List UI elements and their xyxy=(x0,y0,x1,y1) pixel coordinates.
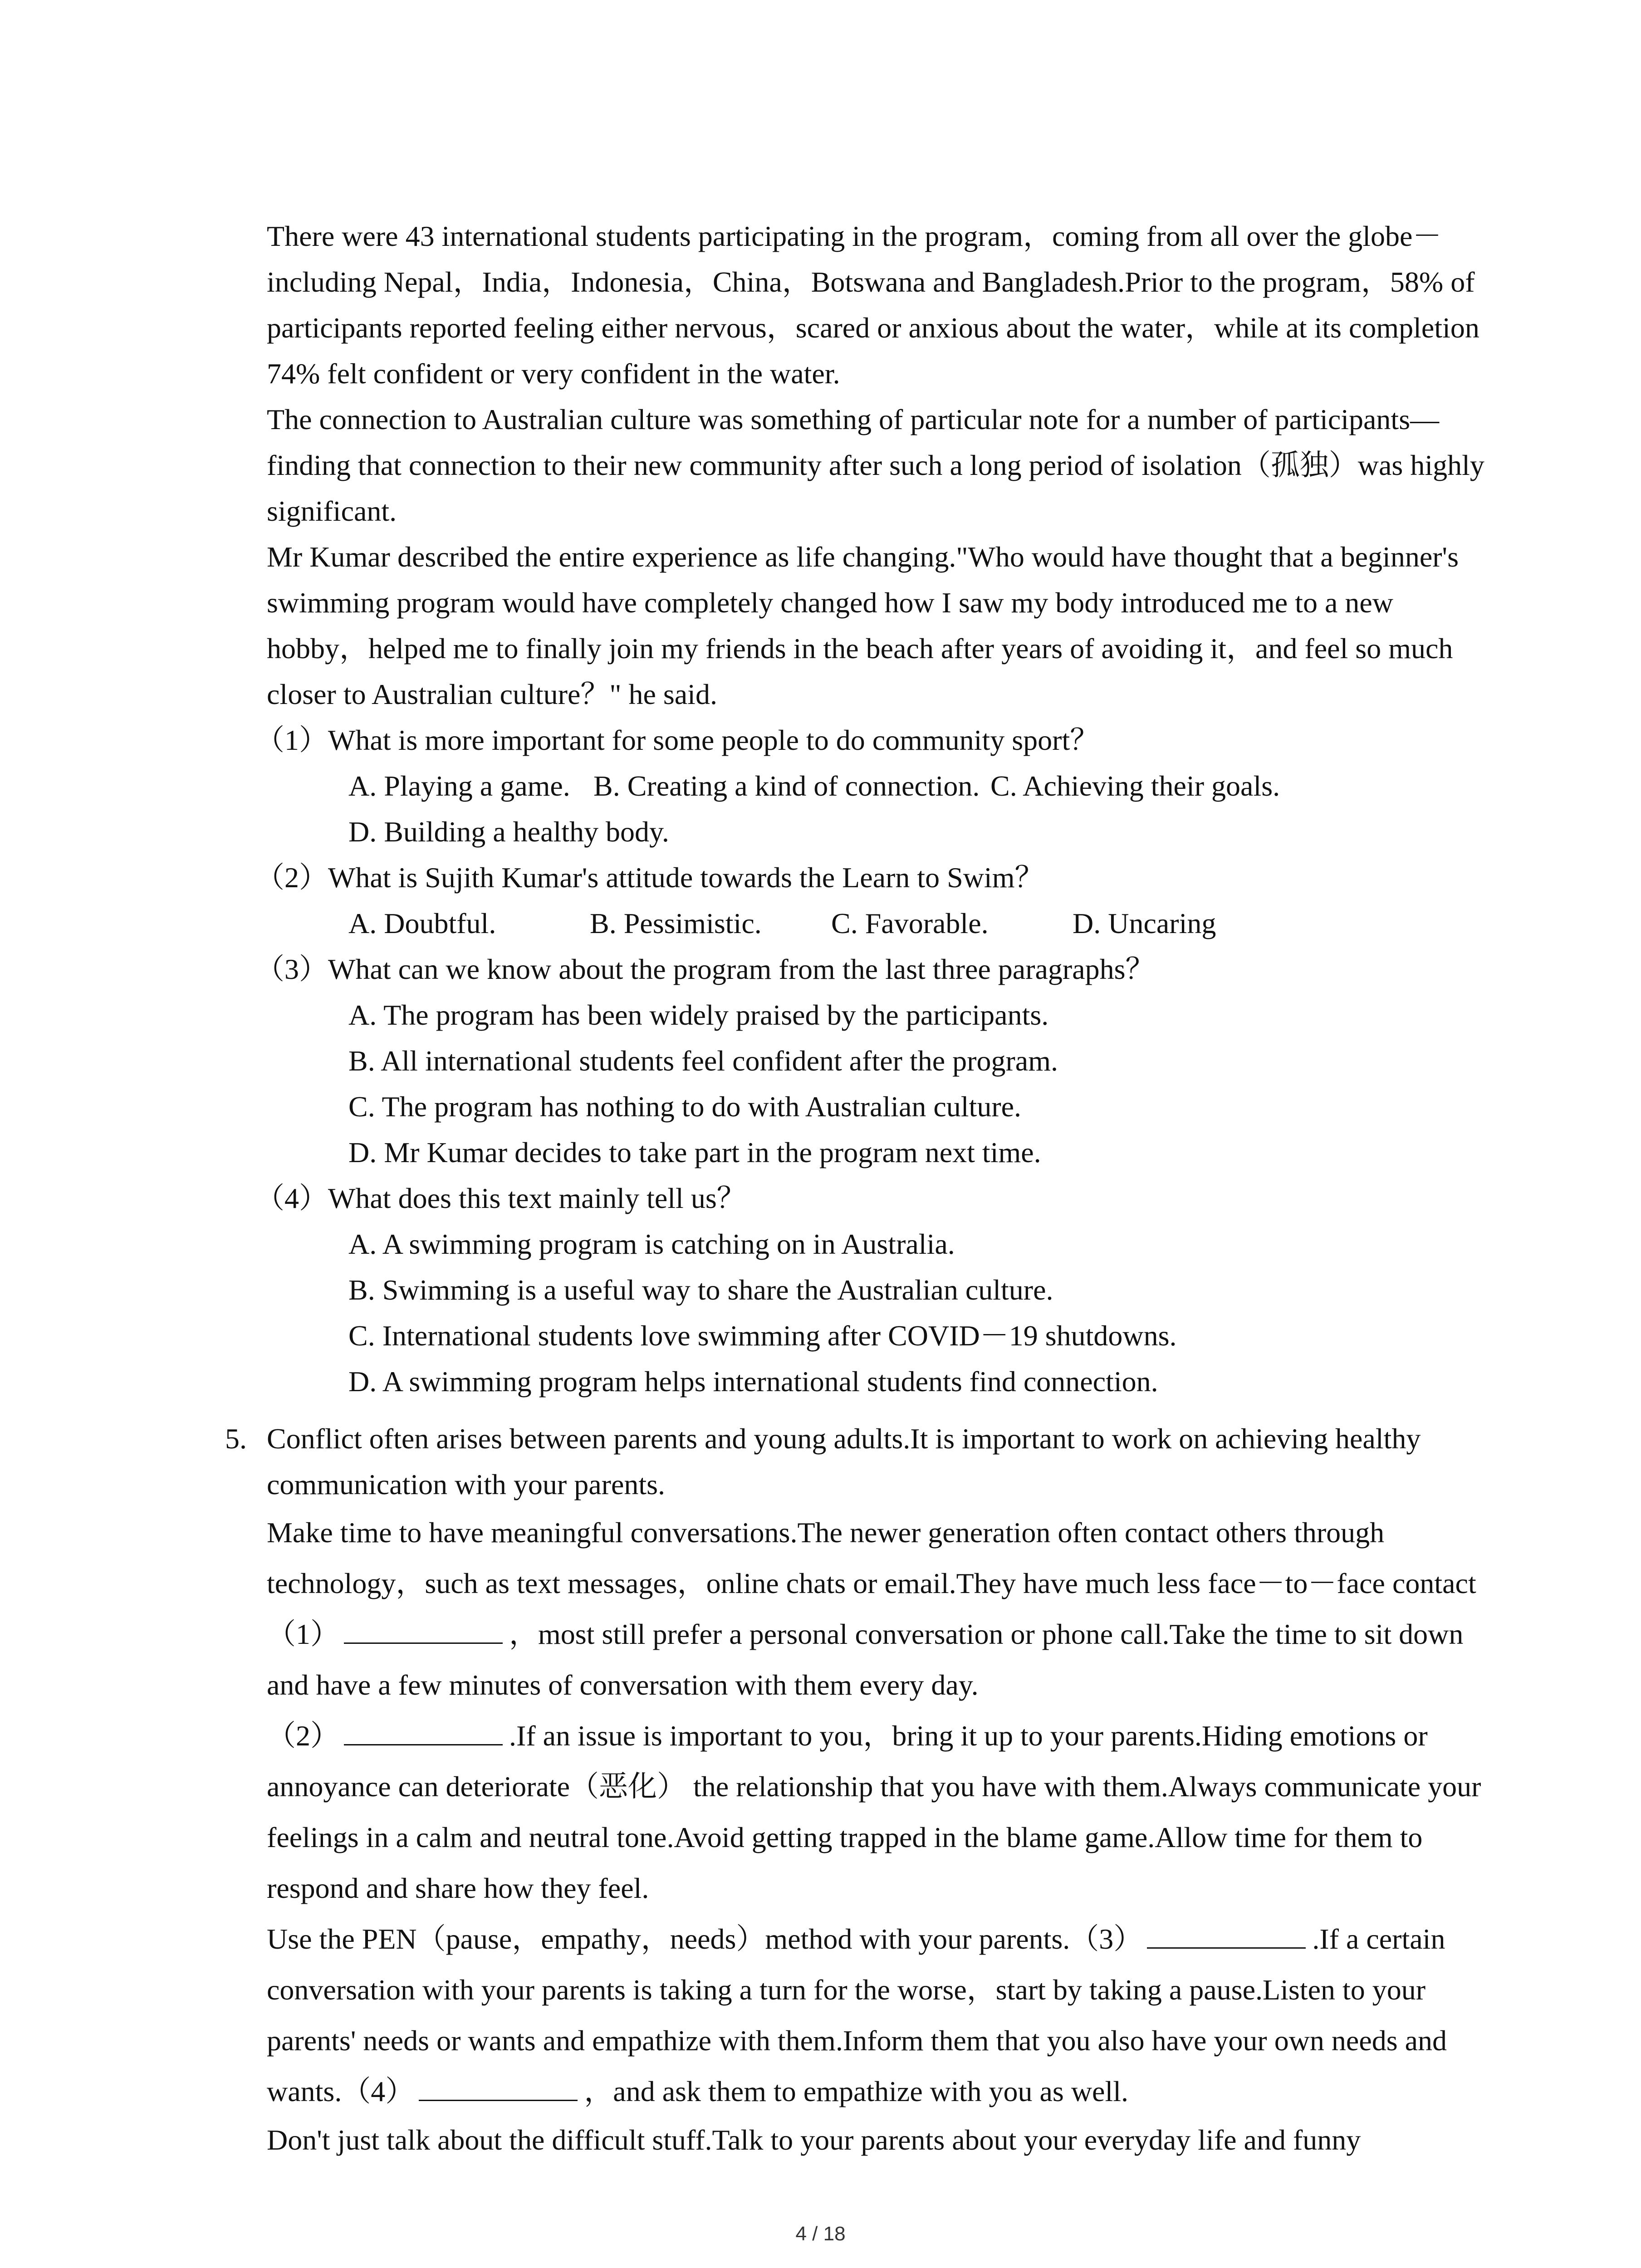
question-4-option-d: D. A swimming program helps international students find connection. xyxy=(348,1365,1158,1398)
question-2-option-b: B. Pessimistic. xyxy=(590,907,762,939)
passage5-paragraph-3 xyxy=(267,1711,1492,1914)
passage5-paragraph-4 xyxy=(267,1914,1492,2117)
passage5-paragraph-2-part-a: Make time to have meaningful conversations.The newer generation often contact others through technology，such as text messages，online chats or email.They have much less face－to－face contact（1） xyxy=(267,1516,1476,1650)
question-3-option-c: C. The program has nothing to do with Australian culture. xyxy=(348,1090,1022,1123)
question-5 xyxy=(225,1416,1492,2163)
question-1-option-b: B. Creating a kind of connection. xyxy=(593,770,980,802)
question-3-stem: （3）What can we know about the program from the last three paragraphs？ xyxy=(255,953,1155,985)
question-3-option-a: A. The program has been widely praised by the participants. xyxy=(348,999,1049,1031)
question-1 xyxy=(255,717,1492,855)
question-1-option-d: D. Building a healthy body. xyxy=(348,816,669,848)
passage5-paragraph-4-part-c: ，and ask them to empathize with you as well. xyxy=(584,2075,1129,2107)
blank-3[interactable] xyxy=(1147,1920,1306,1949)
passage5-paragraph-4-part-a: Use the PEN（pause，empathy，needs）method with your parents.（3） xyxy=(267,1923,1143,1955)
question-5-number: 5. xyxy=(225,1422,247,1455)
passage4-paragraph-2: The connection to Australian culture was something of particular note for a number of participants—finding that connection to their new community after such a long period of isolation（孤独）was highly significant. xyxy=(267,403,1484,527)
passage5-paragraph-3-part-b: .If an issue is important to you，bring it up to your parents.Hiding emotions or annoyance can deteriorate（恶化） the relationship that you have with them.Always communicate your feelings in a calm and neutral tone.Avoid getting trapped in the blame game.Allow time for them to respond and share how they feel. xyxy=(267,1720,1481,1904)
question-4-stem: （4）What does this text mainly tell us？ xyxy=(255,1182,746,1214)
passage5-paragraph-3-part-a: （2） xyxy=(267,1720,339,1752)
passage4-paragraph-1: There were 43 international students participating in the program，coming from all over the globe－including Nepal，India，Indonesia，China，Botswana and Bangladesh.Prior to the program，58% of participants reported feeling either nervous，scared or anxious about the water，while at its completion 74% felt confident or very confident in the water. xyxy=(267,220,1479,390)
question-1-options-row xyxy=(348,763,1492,809)
question-2-stem: （2）What is Sujith Kumar's attitude towards the Learn to Swim？ xyxy=(255,861,1044,894)
question-1-stem: （1）What is more important for some people to do community sport？ xyxy=(255,724,1099,756)
passage5-paragraph-4-part-b: .If a certain conversation with your parents is taking a turn for the worse，start by taking a pause.Listen to your parents' needs or wants and empathize with them.Inform them that you also have your own needs and wants.（4） xyxy=(267,1923,1447,2107)
question-1-option-c: C. Achieving their goals. xyxy=(990,770,1280,802)
question-3-option-d: D. Mr Kumar decides to take part in the program next time. xyxy=(348,1136,1041,1168)
passage5-paragraph-5: Don't just talk about the difficult stuff.Talk to your parents about your everyday life and funny xyxy=(267,2124,1361,2156)
blank-4[interactable] xyxy=(419,2072,578,2101)
question-4-option-b: B. Swimming is a useful way to share the Australian culture. xyxy=(348,1274,1053,1306)
question-2 xyxy=(255,855,1492,946)
passage4-paragraph-3: Mr Kumar described the entire experience as life changing."Who would have thought that a beginner's swimming program would have completely changed how I saw my body introduced me to a new hobby，helped me to finally join my friends in the beach after years of avoiding it，and feel so much closer to Australian culture？" he said. xyxy=(267,541,1459,710)
passage5-paragraph-2 xyxy=(267,1507,1492,1711)
blank-1[interactable] xyxy=(344,1615,503,1644)
passage5-paragraph-2-part-b: ，most still prefer a personal conversation or phone call.Take the time to sit down and have a few minutes of conversation with them every day. xyxy=(267,1618,1464,1701)
question-2-option-d: D. Uncaring xyxy=(1073,907,1216,939)
question-2-option-c: C. Favorable. xyxy=(831,907,989,939)
question-3-option-b: B. All international students feel confident after the program. xyxy=(348,1045,1058,1077)
passage5-paragraph-1: Conflict often arises between parents and young adults.It is important to work on achieving healthy communication with your parents. xyxy=(267,1422,1421,1501)
question-4 xyxy=(255,1175,1492,1404)
question-4-option-c: C. International students love swimming after COVID－19 shutdowns. xyxy=(348,1320,1177,1352)
question-3 xyxy=(255,946,1492,1175)
question-2-options-row xyxy=(348,900,1492,946)
question-4-option-a: A. A swimming program is catching on in Australia. xyxy=(348,1228,955,1260)
page-content xyxy=(225,213,1492,2163)
blank-2[interactable] xyxy=(344,1717,503,1745)
question-2-option-a: A. Doubtful. xyxy=(348,907,496,939)
page-number: 4 / 18 xyxy=(795,2223,846,2245)
question-1-option-a: A. Playing a game. xyxy=(348,770,570,802)
